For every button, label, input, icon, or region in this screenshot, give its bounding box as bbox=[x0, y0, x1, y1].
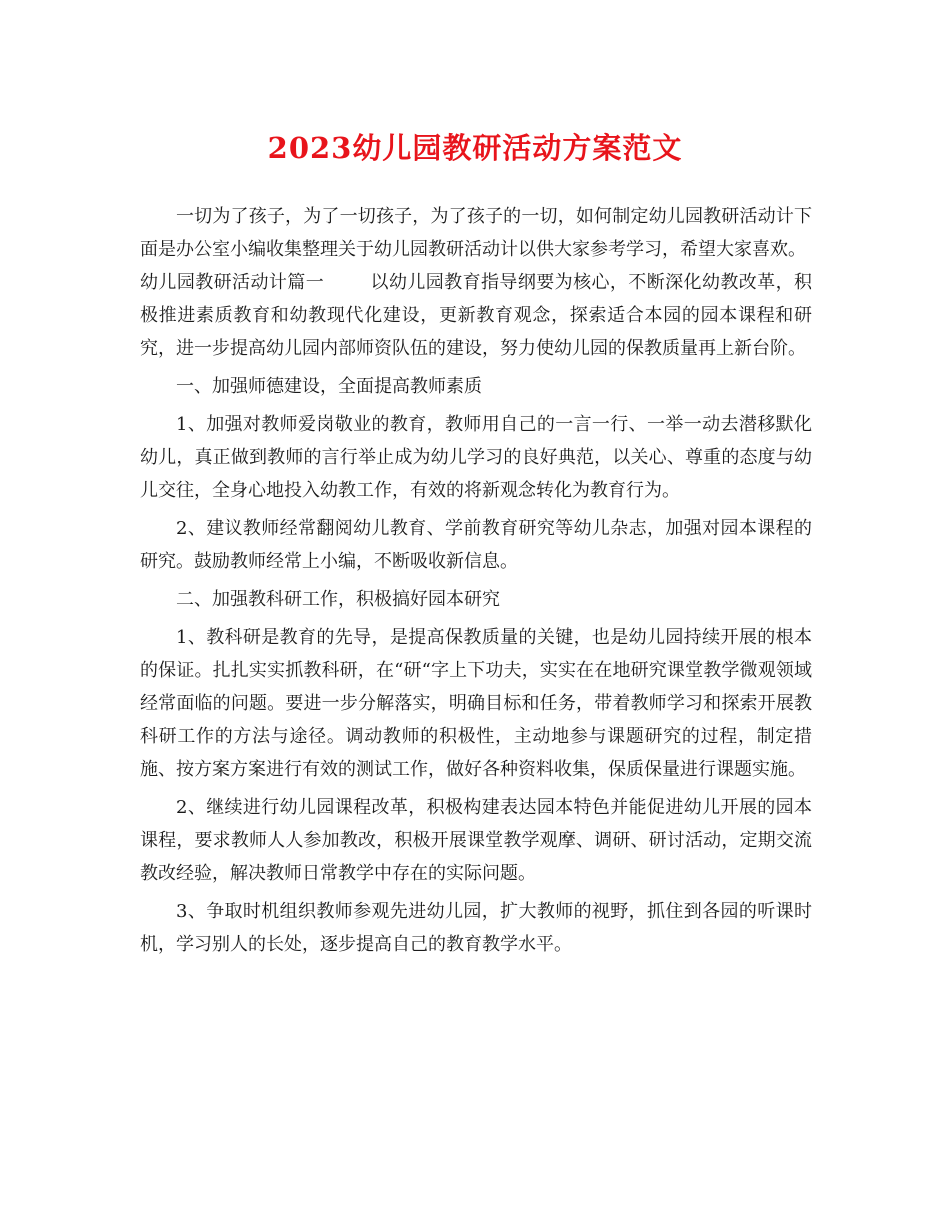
paragraph-2-2: 2、继续进行幼儿园课程改革，积极构建表达园本特色并能促进幼儿开展的园本课程，要求教师人人参加教改，积极开展课堂教学观摩、调研、研讨活动，定期交流教改经验，解决教师日常教学中存在的实际问题。 bbox=[140, 797, 812, 884]
section-head-paragraph bbox=[140, 266, 812, 365]
paragraph-2-1: 1、教科研是教育的先导，是提高保教质量的关键，也是幼儿园持续开展的根本的保证。扎扎实实抓教科研，在“研“字上下功夫，实实在在地研究课堂教学微观领域经常面临的问题。要进一步分解落实，明确目标和任务，带着教师学习和探索开展教科研工作的方法与途径。调动教师的积极性，主动地参与课题研究的过程，制定措施、按方案方案进行有效的测试工作，做好各种资料收集，保质保量进行课题实施。 bbox=[140, 627, 812, 780]
section-head-text: 以幼儿园教育指导纲要为核心，不断深化幼教改革，积极推进素质教育和幼教现代化建设，更新教育观念，探索适合本园的园本课程和研究，进一步提高幼儿园内部师资队伍的建设，努力使幼儿园的保教质量再上新台阶。 bbox=[140, 272, 813, 359]
heading-2: 二、加强教科研工作，积极搞好园本研究 bbox=[176, 589, 500, 610]
paragraph-1-2: 2、建议教师经常翻阅幼儿教育、学前教育研究等幼儿杂志，加强对园本课程的研究。鼓励教师经常上小编，不断吸收新信息。 bbox=[140, 518, 812, 572]
document-title: 2023幼儿园教研活动方案范文 bbox=[267, 131, 683, 165]
intro-paragraph: 一切为了孩子，为了一切孩子，为了孩子的一切，如何制定幼儿园教研活动计下面是办公室小编收集整理关于幼儿园教研活动计以供大家参考学习，希望大家喜欢。 bbox=[140, 206, 812, 260]
paragraph-2-3: 3、争取时机组织教师参观先进幼儿园，扩大教师的视野，抓住到各园的听课时机，学习别人的长处，逐步提高自己的教育教学水平。 bbox=[140, 901, 812, 955]
section-head-label: 幼儿园教研活动计篇一 bbox=[140, 272, 325, 293]
heading-1: 一、加强师德建设，全面提高教师素质 bbox=[176, 376, 482, 397]
document-body bbox=[140, 200, 812, 966]
paragraph-1-1: 1、加强对教师爱岗敬业的教育，教师用自己的一言一行、一举一动去潜移默化幼儿，真正做到教师的言行举止成为幼儿学习的良好典范，以关心、尊重的态度与幼儿交往，全身心地投入幼教工作，有效的将新观念转化为教育行为。 bbox=[140, 414, 812, 501]
